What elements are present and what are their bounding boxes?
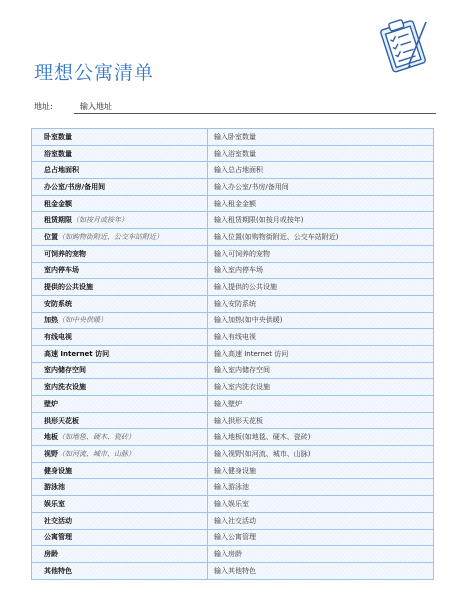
checklist-item-value[interactable]: 输入提供的公共设施	[208, 279, 434, 296]
checklist-row	[32, 429, 434, 446]
item-name: 社交活动	[44, 516, 72, 525]
item-name: 位置	[44, 232, 58, 241]
checklist-item-value[interactable]: 输入安防系统	[208, 295, 434, 312]
checklist-row	[32, 496, 434, 513]
item-name: 室内停车场	[44, 266, 79, 275]
checklist-item-label	[32, 262, 208, 279]
checklist-row	[32, 529, 434, 546]
checklist-item-value[interactable]: 输入租赁期限(如按月或按年)	[208, 212, 434, 229]
checklist-item-value[interactable]: 输入加热(如中央供暖)	[208, 312, 434, 329]
checklist-item-label	[32, 462, 208, 479]
item-name: 安防系统	[44, 299, 72, 308]
checklist-row	[32, 212, 434, 229]
item-hint: （如河流、城市、山脉）	[58, 449, 135, 458]
item-name: 浴室数量	[44, 149, 72, 158]
checklist-item-label	[32, 212, 208, 229]
checklist-item-value[interactable]: 输入浴室数量	[208, 145, 434, 162]
page-title: 理想公寓清单	[34, 62, 155, 84]
checklist-item-value[interactable]: 输入室内停车场	[208, 262, 434, 279]
item-name: 房龄	[44, 550, 58, 559]
checklist-item-label	[32, 479, 208, 496]
item-hint: （如中央供暖）	[58, 316, 107, 325]
checklist-row	[32, 195, 434, 212]
item-name: 娱乐室	[44, 499, 65, 508]
checklist-item-label	[32, 345, 208, 362]
checklist-item-label	[32, 412, 208, 429]
checklist-item-value[interactable]: 输入位置(如购物街附近、公交车站附近)	[208, 229, 434, 246]
checklist-item-value[interactable]: 输入视野(如河流、城市、山脉)	[208, 446, 434, 463]
checklist-item-value[interactable]: 输入房龄	[208, 546, 434, 563]
checklist-row	[32, 412, 434, 429]
item-hint: （如购物街附近、公交车站附近）	[58, 232, 163, 241]
checklist-row	[32, 262, 434, 279]
item-name: 地板	[44, 433, 58, 442]
checklist-row	[32, 295, 434, 312]
checklist-row	[32, 145, 434, 162]
item-name: 租赁期限	[44, 216, 72, 225]
checklist-item-value[interactable]: 输入室内洗衣设施	[208, 379, 434, 396]
item-name: 提供的公共设施	[44, 283, 93, 292]
checklist-row	[32, 245, 434, 262]
checklist-item-label	[32, 162, 208, 179]
checklist-item-label	[32, 496, 208, 513]
checklist-item-label	[32, 362, 208, 379]
checklist-row	[32, 229, 434, 246]
checklist-item-value[interactable]: 输入娱乐室	[208, 496, 434, 513]
checklist-row	[32, 379, 434, 396]
item-name: 健身设施	[44, 466, 72, 475]
checklist-item-value[interactable]: 输入公寓管理	[208, 529, 434, 546]
checklist-row	[32, 362, 434, 379]
checklist-row	[32, 345, 434, 362]
checklist-item-value[interactable]: 输入拱形天花板	[208, 412, 434, 429]
checklist-item-label	[32, 245, 208, 262]
address-value[interactable]: 输入地址	[80, 102, 112, 111]
checklist-row	[32, 479, 434, 496]
checklist-item-value[interactable]: 输入游泳池	[208, 479, 434, 496]
checklist-item-value[interactable]: 输入卧室数量	[208, 129, 434, 146]
item-name: 办公室/书房/备用间	[44, 182, 106, 191]
checklist-item-value[interactable]: 输入壁炉	[208, 396, 434, 413]
checklist-item-label	[32, 329, 208, 346]
item-name: 加热	[44, 316, 58, 325]
checklist-item-label	[32, 529, 208, 546]
address-label: 地址:	[34, 102, 53, 111]
checklist-row	[32, 312, 434, 329]
checklist-table	[31, 128, 434, 580]
checklist-item-value[interactable]: 输入其他特色	[208, 562, 434, 579]
checklist-item-label	[32, 229, 208, 246]
checklist-item-value[interactable]: 输入总占地面积	[208, 162, 434, 179]
checklist-row	[32, 562, 434, 579]
item-name: 室内洗衣设施	[44, 383, 86, 392]
item-hint: （如按月或按年）	[72, 216, 128, 225]
checklist-item-label	[32, 279, 208, 296]
checklist-item-label	[32, 446, 208, 463]
item-name: 卧室数量	[44, 132, 72, 141]
checklist-row	[32, 546, 434, 563]
checklist-item-value[interactable]: 输入可饲养的宠物	[208, 245, 434, 262]
checklist-item-label	[32, 179, 208, 196]
checklist-row	[32, 329, 434, 346]
checklist-row	[32, 279, 434, 296]
checklist-item-label	[32, 312, 208, 329]
item-name: 其他特色	[44, 566, 72, 575]
checklist-item-value[interactable]: 输入地板(如地毯、硬木、瓷砖)	[208, 429, 434, 446]
checklist-item-label	[32, 429, 208, 446]
checklist-row	[32, 179, 434, 196]
checklist-item-label	[32, 195, 208, 212]
checklist-item-value[interactable]: 输入室内储存空间	[208, 362, 434, 379]
item-name: 室内储存空间	[44, 366, 86, 375]
item-name: 视野	[44, 449, 58, 458]
checklist-item-label	[32, 562, 208, 579]
checklist-item-label	[32, 546, 208, 563]
checklist-row	[32, 462, 434, 479]
checklist-item-label	[32, 129, 208, 146]
item-name: 有线电视	[44, 333, 72, 342]
checklist-row	[32, 129, 434, 146]
checklist-item-value[interactable]: 输入有线电视	[208, 329, 434, 346]
item-name: 可饲养的宠物	[44, 249, 86, 258]
checklist-item-label	[32, 379, 208, 396]
item-name: 壁炉	[44, 399, 58, 408]
item-name: 总占地面积	[44, 166, 79, 175]
item-name: 公寓管理	[44, 533, 72, 542]
checklist-row	[32, 512, 434, 529]
clipboard-checklist-icon	[376, 14, 432, 74]
checklist-item-label	[32, 396, 208, 413]
checklist-row	[32, 396, 434, 413]
checklist-row	[32, 162, 434, 179]
checklist-item-value[interactable]: 输入社交活动	[208, 512, 434, 529]
item-name: 拱形天花板	[44, 416, 79, 425]
item-name: 租金金额	[44, 199, 72, 208]
checklist-item-value[interactable]: 输入办公室/书房/备用间	[208, 179, 434, 196]
item-name: 游泳池	[44, 483, 65, 492]
checklist-row	[32, 446, 434, 463]
checklist-item-value[interactable]: 输入健身设施	[208, 462, 434, 479]
address-field[interactable]	[74, 97, 436, 114]
checklist-item-label	[32, 295, 208, 312]
checklist-item-label	[32, 512, 208, 529]
checklist-item-label	[32, 145, 208, 162]
checklist-item-value[interactable]: 输入高速 Internet 访问	[208, 345, 434, 362]
item-name: 高速 Internet 访问	[44, 349, 110, 358]
checklist-item-value[interactable]: 输入租金金额	[208, 195, 434, 212]
item-hint: （如地毯、硬木、瓷砖）	[58, 433, 135, 442]
